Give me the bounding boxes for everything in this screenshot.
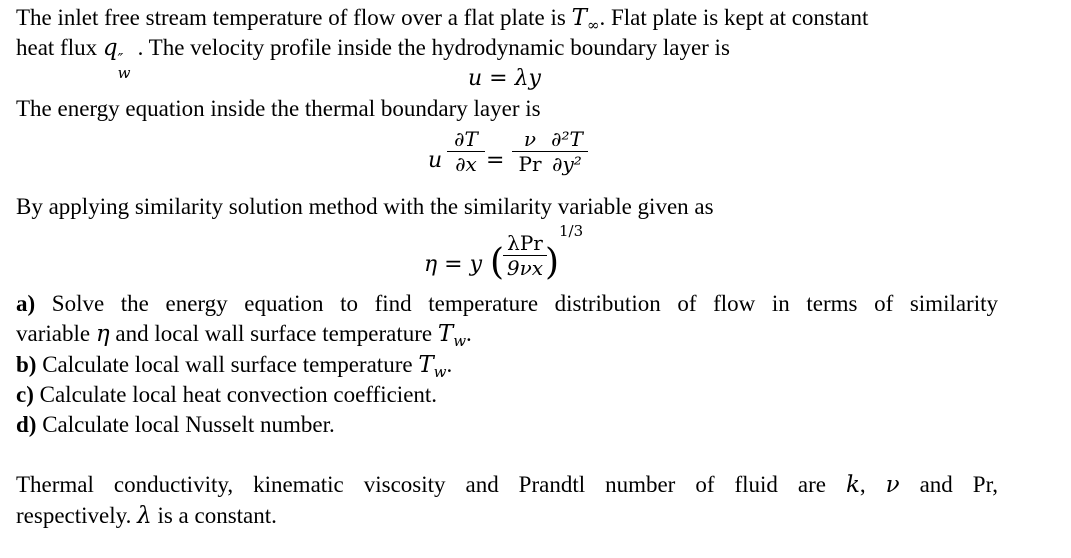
velocity-profile-equation [468, 66, 541, 92]
energy-equation-intro: The energy equation inside the thermal boundary layer is [16, 96, 541, 121]
question-a-text: Solve the energy equation to find temperature distribution of flow in terms of similarity [35, 291, 998, 316]
nu-symbol: ν [885, 472, 900, 498]
intro-text-b: . Flat plate is kept at constant [599, 5, 869, 30]
question-a-line-1 [16, 290, 998, 318]
similarity-eq-lhs: η = y [424, 252, 483, 277]
properties-line-2 [16, 502, 277, 530]
tw-symbol-a [437, 321, 467, 350]
tw-subscript-a: w [453, 332, 467, 350]
properties-respectively: respectively. [16, 503, 132, 528]
energy-eq-nu: ν [512, 128, 548, 152]
heat-flux-base: q [102, 35, 118, 61]
question-a-text-wall: and local wall surface temperature [115, 321, 433, 346]
tw-base-a: T [437, 321, 454, 347]
t-infinity-subscript: ∞ [586, 16, 600, 34]
similarity-eq-denominator: 9νx [506, 256, 544, 280]
similarity-eq-right-paren: ) [545, 242, 560, 283]
question-a-line-2 [16, 320, 472, 355]
similarity-eq-numerator: λPr [503, 232, 547, 256]
tw-subscript-b: w [433, 363, 447, 381]
intro-text-c: heat flux [16, 35, 98, 60]
properties-constant-text: is a constant. [157, 503, 277, 528]
t-infinity-symbol [571, 5, 600, 34]
heat-flux-symbol [102, 35, 138, 82]
question-c-label: c) [16, 382, 34, 407]
energy-eq-dT: ∂T [447, 128, 485, 152]
t-infinity-base: T [571, 5, 587, 31]
properties-line-1 [16, 471, 998, 499]
question-b-text: Calculate local wall surface temperature [36, 352, 413, 377]
heat-flux-superscript: ″ [117, 50, 124, 68]
energy-eq-u: u [428, 148, 443, 173]
heat-flux-subscript: w [117, 64, 131, 82]
properties-comma: , [859, 472, 866, 497]
question-a-text-variable: variable [16, 321, 91, 346]
question-b-label: b) [16, 352, 37, 377]
question-a-label: a) [16, 291, 36, 316]
question-c [16, 381, 437, 409]
properties-text: Thermal conductivity, kinematic viscosity and Prandtl number of fluid are [16, 472, 826, 497]
intro-text-d: . The velocity profile inside the hydrodynamic boundary layer is [137, 35, 730, 60]
eta-symbol: η [95, 321, 110, 347]
question-d-label: d) [16, 412, 37, 437]
similarity-intro: By applying similarity solution method with the similarity variable given as [16, 194, 714, 219]
energy-eq-d2T: ∂²T [546, 128, 588, 152]
similarity-eq-exponent: 1/3 [559, 222, 584, 240]
intro-text-a: The inlet free stream temperature of flow over a flat plate is [16, 5, 566, 30]
question-d-text: Calculate local Nusselt number. [36, 412, 335, 437]
question-d [16, 411, 335, 439]
energy-eq-nu-over-pr [512, 128, 548, 175]
energy-eq-dy2: ∂y² [552, 152, 582, 176]
energy-eq-pr: Pr [518, 152, 542, 176]
similarity-eq-fraction [503, 232, 547, 279]
pr-symbol: Pr, [972, 472, 999, 497]
energy-eq-dT-dx [447, 128, 485, 175]
k-symbol: k [845, 472, 860, 498]
similarity-eq-left-paren: ( [490, 242, 505, 283]
question-b-period: . [446, 352, 453, 377]
energy-eq-dx: ∂x [455, 152, 477, 176]
properties-and: and [919, 472, 953, 497]
energy-eq-d2T-dy2 [546, 128, 588, 175]
lambda-symbol: λ [137, 503, 152, 529]
question-a-period: . [466, 321, 472, 346]
question-c-text: Calculate local heat convection coefficient. [33, 382, 438, 407]
tw-symbol-b [418, 352, 447, 381]
energy-eq-equals: = [486, 148, 505, 173]
velocity-profile-expression: u = λy [468, 66, 541, 91]
tw-base-b: T [418, 352, 434, 378]
